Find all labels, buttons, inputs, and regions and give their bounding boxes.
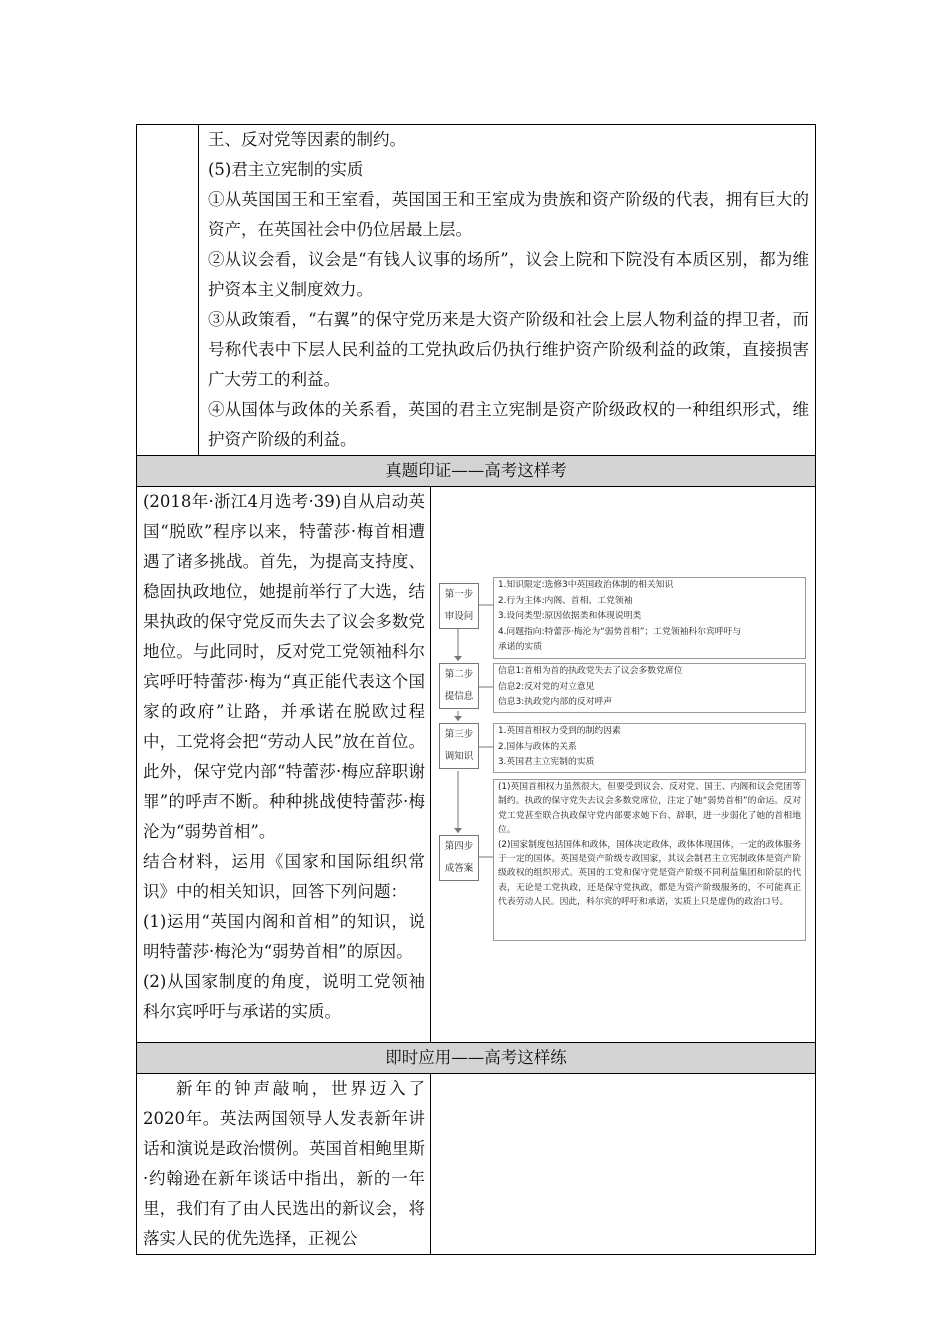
step1-item: 3.设问类型:原因依据类和体现说明类 — [498, 611, 642, 622]
step2-item: 信息2:反对党的对立意见 — [498, 681, 595, 692]
practice-empty-cell — [431, 1074, 816, 1255]
content-table — [136, 124, 816, 1255]
step4-number: 第四步 — [444, 841, 474, 852]
section-header-zhenti: 真题印证——高考这样考 — [137, 456, 816, 487]
step4-box — [439, 835, 479, 881]
answer-part-1: (1)英国首相权力虽然很大，但要受到议会、反对党、国王、内阁和议会党团等制约。执政的保守党失去议会多数党席位，注定了她“弱势首相”的命运。反对党工党甚至联合执政保守党内部要求她下台、辞职，进一步弱化了她的首相地位。 — [498, 782, 801, 836]
question-cell — [137, 487, 431, 1043]
step3-item: 1.英国首相权力受到的制约因素 — [498, 726, 621, 736]
step3-item: 2.国体与政体的关系 — [498, 741, 577, 752]
text-line: 王、反对党等因素的制约。 — [208, 130, 406, 149]
question-1: (1)运用“英国内阁和首相”的知识，说明特蕾莎·梅沦为“弱势首相”的原因。 — [143, 912, 425, 961]
flowchart-cell — [431, 487, 816, 1043]
section-header-jishi: 即时应用——高考这样练 — [137, 1043, 816, 1074]
question-material: (2018年·浙江4月选考·39)自从启动英国“脱欧”程序以来，特蕾莎·梅首相遭遇了诸多挑战。首先，为提高支持度、稳固执政地位，她提前举行了大选，结果执政的保守党反而失去了议会多数党地位。与此同时，反对党工党领袖科尔宾呼吁特蕾莎·梅为“真正能代表这个国家的政府”让路，并承诺在脱欧过程中，工党将会把“劳动人民”放在首位。此外，保守党内部“特蕾莎·梅应辞职谢罪”的呼声不断。种种挑战使特蕾莎·梅沦为“弱势首相”。 — [143, 492, 425, 841]
top-left-empty-cell — [137, 125, 199, 456]
document-page — [136, 124, 815, 1255]
text-line: ①从英国国王和王室看，英国国王和王室成为贵族和资产阶级的代表，拥有巨大的资产，在英国社会中仍位居最上层。 — [208, 190, 809, 239]
question-2: (2)从国家制度的角度，说明工党领袖科尔宾呼吁与承诺的实质。 — [143, 972, 425, 1021]
step1-item: 承诺的实质 — [498, 642, 542, 653]
step4-answer-box — [493, 779, 806, 941]
text-line: ②从议会看，议会是“有钱人议事的场所”，议会上院和下院没有本质区别，都为维护资本主义制度效力。 — [208, 250, 809, 299]
step1-item: 4.问题指向:特蕾莎·梅沦为“弱势首相”；工党领袖科尔宾呼吁与 — [498, 626, 742, 637]
step2-content-box — [493, 663, 806, 713]
step2-item: 信息1:首相为首的执政党失去了议会多数党席位 — [498, 666, 683, 676]
answer-part-2: (2)国家制度包括国体和政体，国体决定政体，政体体现国体，一定的政体服务于一定的国体。英国是资产阶级专政国家，其议会制君主立宪制政体是资产阶级政权的组织形式。英国的工党和保守党是资产阶级不同利益集团和阶层的代表，无论是工党执政，还是保守党执政，都是为资产阶级服务的，不可能真正代表劳动人民。因此，科尔宾的呼吁和承诺，实质上只是虚伪的政治口号。 — [498, 839, 801, 908]
step2-item: 信息3:执政党内部的反对呼声 — [498, 697, 613, 708]
step1-name: 审设问 — [444, 611, 474, 622]
step1-item: 2.行为主体:内阁、首相、工党领袖 — [498, 595, 633, 606]
text-line: ③从政策看，“右翼”的保守党历来是大资产阶级和社会上层人物利益的捍卫者，而号称代表中下层人民利益的工党执政后仍执行维护资产阶级利益的政策，直接损害广大劳工的利益。 — [208, 310, 809, 389]
step3-content-box — [493, 723, 806, 773]
step2-name: 提信息 — [444, 691, 474, 702]
knowledge-cell — [199, 125, 816, 456]
practice-text: 新年的钟声敲响，世界迈入了2020年。英法两国领导人发表新年讲话和演说是政治惯例。英国首相鲍里斯·约翰逊在新年谈话中指出，新的一年里，我们有了由人民选出的新议会，将落实人民的优先选择，正视公 — [143, 1079, 425, 1248]
step3-number: 第三步 — [444, 729, 474, 740]
step3-item: 3.英国君主立宪制的实质 — [498, 757, 595, 768]
step4-name: 成答案 — [444, 863, 474, 874]
step3-name: 调知识 — [444, 751, 474, 762]
solution-flowchart — [439, 577, 814, 949]
step1-number: 第一步 — [444, 589, 474, 600]
practice-question-cell — [137, 1074, 431, 1255]
step1-item: 1.知识限定:选修3中英国政治体制的相关知识 — [498, 580, 674, 590]
step1-box — [439, 583, 479, 629]
question-instruction: 结合材料，运用《国家和国际组织常识》中的相关知识，回答下列问题： — [143, 852, 425, 901]
practice-row — [137, 1074, 816, 1255]
top-row — [137, 125, 816, 456]
question-row — [137, 487, 816, 1043]
text-line: ④从国体与政体的关系看，英国的君主立宪制是资产阶级政权的一种组织形式，维护资产阶级的利益。 — [208, 400, 809, 449]
text-line: (5)君主立宪制的实质 — [208, 160, 364, 179]
step3-box — [439, 723, 479, 769]
step2-box — [439, 663, 479, 709]
step2-number: 第二步 — [444, 669, 474, 680]
step1-content-box — [493, 577, 806, 659]
